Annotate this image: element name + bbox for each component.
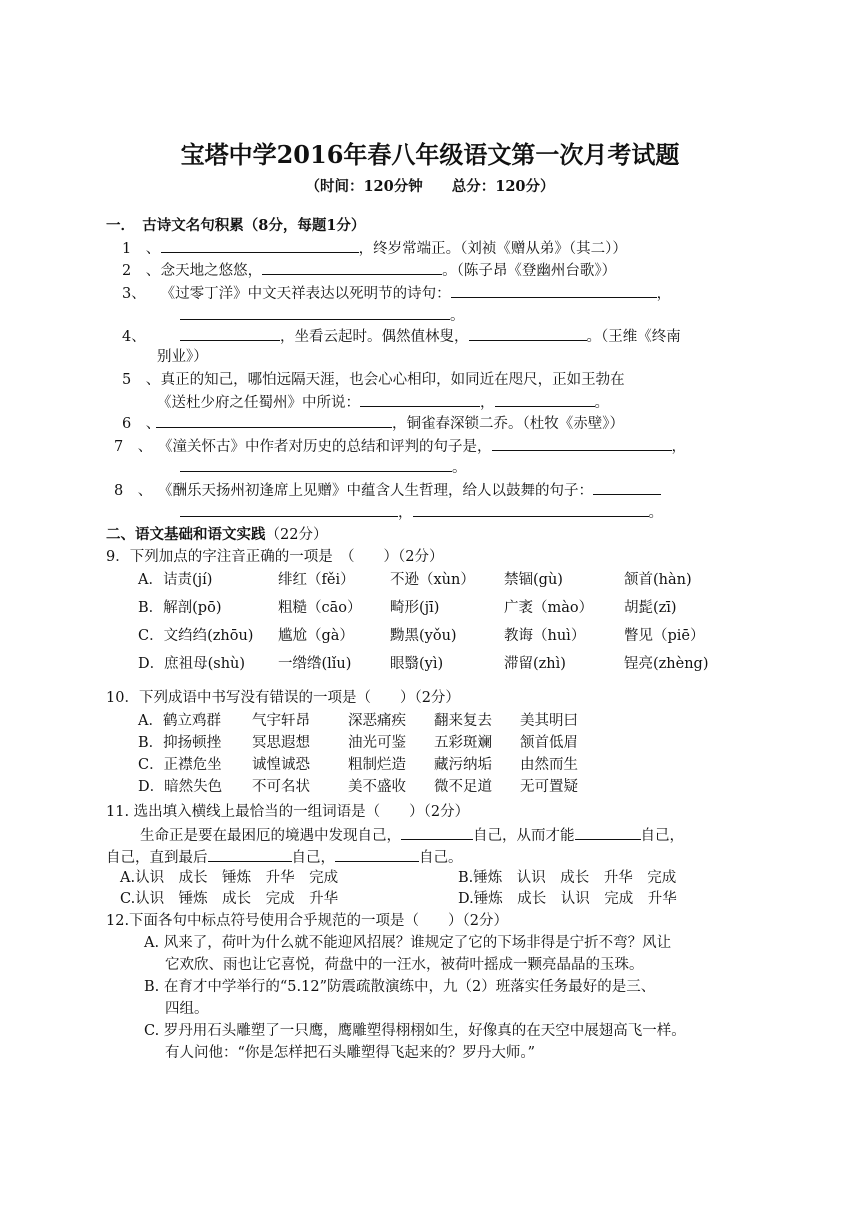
option-item: 畸形(jī) xyxy=(390,600,440,616)
question-text: 。（王维《终南 xyxy=(586,329,681,345)
section-score: （22分） xyxy=(265,527,328,543)
question-8 xyxy=(114,480,661,501)
answer-blank[interactable] xyxy=(451,283,657,298)
passage-text: 自己，从而才能 xyxy=(473,828,575,844)
option-item: 油光可鉴 xyxy=(348,735,406,751)
option-d[interactable]: D．暗然失色 xyxy=(138,779,223,795)
question-text: ，终岁常端正。（刘祯《赠从弟》（其二）） xyxy=(358,241,627,257)
question-number: 1 、 xyxy=(122,241,161,257)
option-item: 一绺绺(lǐu) xyxy=(278,656,352,672)
option-c[interactable]: C．正襟危坐 xyxy=(138,757,222,773)
option-item: 粗糙（cāo） xyxy=(278,600,362,616)
question-text: 《潼关怀古》中作者对历史的总结和评判的句子是， xyxy=(158,439,492,455)
question-4-line2: 别业》） xyxy=(157,349,208,365)
option-a[interactable]: A.认识 成长 锤炼 升华 完成 xyxy=(120,870,339,886)
option-b-cont: 四组。 xyxy=(165,1001,209,1017)
question-number: 6 、 xyxy=(122,416,161,432)
option-item: 颔首低眉 xyxy=(520,735,578,751)
answer-blank[interactable] xyxy=(593,480,661,495)
question-1 xyxy=(122,238,627,259)
option-a[interactable]: A．鹤立鸡群 xyxy=(138,713,221,729)
question-text: ， xyxy=(656,286,672,302)
option-item: 气宇轩昂 xyxy=(252,713,310,729)
option-item: 藏污纳垢 xyxy=(434,757,492,773)
option-b[interactable]: B．抑扬顿挫 xyxy=(138,735,222,751)
answer-blank[interactable] xyxy=(180,305,450,320)
answer-blank[interactable] xyxy=(180,457,452,472)
question-text: 真正的知己，哪怕远隔天涯，也会心心相印，如同近在咫尺，正如王勃在 xyxy=(160,372,625,388)
option-d[interactable]: D．庶祖母(shù) xyxy=(138,656,246,672)
question-3 xyxy=(122,283,671,304)
answer-blank[interactable] xyxy=(262,260,442,275)
question-text: 。 xyxy=(450,308,465,324)
option-c[interactable]: C．文绉绉(zhōu) xyxy=(138,628,254,644)
option-item: 瞥见（piē） xyxy=(624,628,705,644)
answer-blank[interactable] xyxy=(575,825,641,840)
option-item: 深恶痛疾 xyxy=(348,713,406,729)
question-8-line2 xyxy=(180,502,663,523)
question-number: 7 、 xyxy=(114,439,153,455)
question-4 xyxy=(122,326,681,347)
option-item: 锃亮(zhèng) xyxy=(624,656,709,672)
option-item: 教诲（huì） xyxy=(504,628,586,644)
section-1-heading: 一． 古诗文名句积累（8分，每题1分） xyxy=(106,217,366,234)
section-2-heading xyxy=(106,525,327,545)
option-item: 胡髭(zī) xyxy=(624,600,677,616)
question-7 xyxy=(114,436,686,457)
option-c[interactable]: C.认识 锤炼 成长 完成 升华 xyxy=(120,891,339,907)
passage-text: 自己。 xyxy=(419,850,463,866)
option-item: 眼翳(yì) xyxy=(390,656,444,672)
answer-blank[interactable] xyxy=(208,847,292,862)
question-number: 5 、 xyxy=(122,372,161,388)
option-item: 冥思遐想 xyxy=(252,735,310,751)
passage-text: 自己，直到最后 xyxy=(106,850,208,866)
answer-blank[interactable] xyxy=(360,392,480,407)
exam-info: （时间：120分钟 总分：120分） xyxy=(305,178,555,195)
answer-blank[interactable] xyxy=(335,847,419,862)
option-item: 绯红（fěi） xyxy=(278,572,355,588)
answer-blank[interactable] xyxy=(469,326,587,341)
question-text: 《送杜少府之任蜀州》中所说： xyxy=(157,395,360,411)
option-item: 无可置疑 xyxy=(520,779,578,795)
question-text: 。 xyxy=(648,505,663,521)
question-text: ， xyxy=(398,505,413,521)
passage-text: 生命正是要在最困厄的境遇中发现自己， xyxy=(140,828,401,844)
question-text: 。（陈子昂《登幽州台歌》） xyxy=(442,263,617,279)
question-11-line2 xyxy=(106,847,463,868)
question-text: 念天地之悠悠， xyxy=(160,263,263,279)
answer-blank[interactable] xyxy=(495,392,595,407)
question-text: 《酬乐天扬州初逢席上见赠》中蕴含人生哲理，给人以鼓舞的句子： xyxy=(158,483,593,499)
option-item: 翻来复去 xyxy=(434,713,492,729)
option-b[interactable]: B. 在育才中学举行的“5.12”防震疏散演练中，九（2）班落实任务最好的是三、 xyxy=(144,979,656,995)
option-c[interactable]: C. 罗丹用石头雕塑了一只鹰，鹰雕塑得栩栩如生，好像真的在天空中展翅高飞一样。 xyxy=(144,1023,686,1039)
question-2 xyxy=(122,260,616,281)
option-a[interactable]: A. 风来了，荷叶为什么就不能迎风招展？谁规定了它的下场非得是宁折不弯？风让 xyxy=(144,935,672,951)
page-title: 宝塔中学2016年春八年级语文第一次月考试题 xyxy=(180,140,680,169)
question-3-line2 xyxy=(180,305,465,326)
option-a-cont: 它欢欣、雨也让它喜悦，荷盘中的一汪水，被荷叶摇成一颗亮晶晶的玉珠。 xyxy=(165,957,644,973)
question-11-line1 xyxy=(140,825,684,846)
passage-text: 自己， xyxy=(291,850,335,866)
question-10-stem: 10．下列成语中书写没有错误的一项是（ ）（2分） xyxy=(106,690,460,706)
option-item: 不可名状 xyxy=(252,779,310,795)
question-5-line2 xyxy=(157,392,609,413)
option-item: 禁锢(gù) xyxy=(504,572,563,588)
question-text: ，铜雀春深锁二乔。（杜牧《赤壁》） xyxy=(392,416,624,432)
answer-blank[interactable] xyxy=(492,436,672,451)
question-9-stem: 9．下列加点的字注音正确的一项是 （ ）（2分） xyxy=(106,549,444,565)
question-number: 4、 xyxy=(122,329,146,345)
question-11-stem: 11. 选出填入横线上最恰当的一组词语是（ ）（2分） xyxy=(106,804,470,820)
option-item: 不逊（xùn） xyxy=(390,572,475,588)
question-number: 8 、 xyxy=(114,483,153,499)
question-6 xyxy=(122,413,624,434)
question-text: ，坐看云起时。偶然值林叟， xyxy=(280,329,469,345)
question-text: 。 xyxy=(594,395,609,411)
question-text: 。 xyxy=(452,460,467,476)
question-text: ， xyxy=(480,395,495,411)
question-number: 2 、 xyxy=(122,263,161,279)
question-12-stem: 12.下面各句中标点符号使用合乎规范的一项是（ ）（2分） xyxy=(106,913,509,929)
question-text: ， xyxy=(671,439,686,455)
option-item: 尴尬（gà） xyxy=(278,628,354,644)
option-item: 广袤（mào） xyxy=(504,600,594,616)
option-a[interactable]: A．诘责(jí) xyxy=(138,572,213,588)
section-title: 二、语文基础和语文实践 xyxy=(106,526,266,543)
question-5 xyxy=(122,370,625,390)
option-item: 由然而生 xyxy=(520,757,578,773)
option-item: 颔首(hàn) xyxy=(624,572,692,588)
option-b[interactable]: B．解剖(pō) xyxy=(138,600,222,616)
answer-blank[interactable] xyxy=(180,326,280,341)
answer-blank[interactable] xyxy=(161,238,359,253)
option-item: 诚惶诚恐 xyxy=(252,757,310,773)
option-item: 美不盛收 xyxy=(348,779,406,795)
option-b[interactable]: B.锤炼 认识 成长 升华 完成 xyxy=(458,870,677,886)
option-c-cont: 有人问他：“你是怎样把石头雕塑得飞起来的？罗丹大师。” xyxy=(165,1045,536,1061)
answer-blank[interactable] xyxy=(413,502,649,517)
option-item: 粗制烂造 xyxy=(348,757,406,773)
passage-text: 自己， xyxy=(640,828,684,844)
option-item: 滞留(zhì) xyxy=(504,656,566,672)
answer-blank[interactable] xyxy=(401,825,473,840)
option-item: 微不足道 xyxy=(434,779,492,795)
question-text: 《过零丁洋》中文天祥表达以死明节的诗句： xyxy=(160,286,451,302)
answer-blank[interactable] xyxy=(180,502,398,517)
question-7-line2 xyxy=(180,457,467,478)
option-item: 黝黑(yǒu) xyxy=(390,628,457,644)
question-number: 3、 xyxy=(122,286,146,302)
option-d[interactable]: D.锤炼 成长 认识 完成 升华 xyxy=(458,891,677,907)
answer-blank[interactable] xyxy=(156,413,392,428)
option-item: 美其明曰 xyxy=(520,713,578,729)
option-item: 五彩斑斓 xyxy=(434,735,492,751)
